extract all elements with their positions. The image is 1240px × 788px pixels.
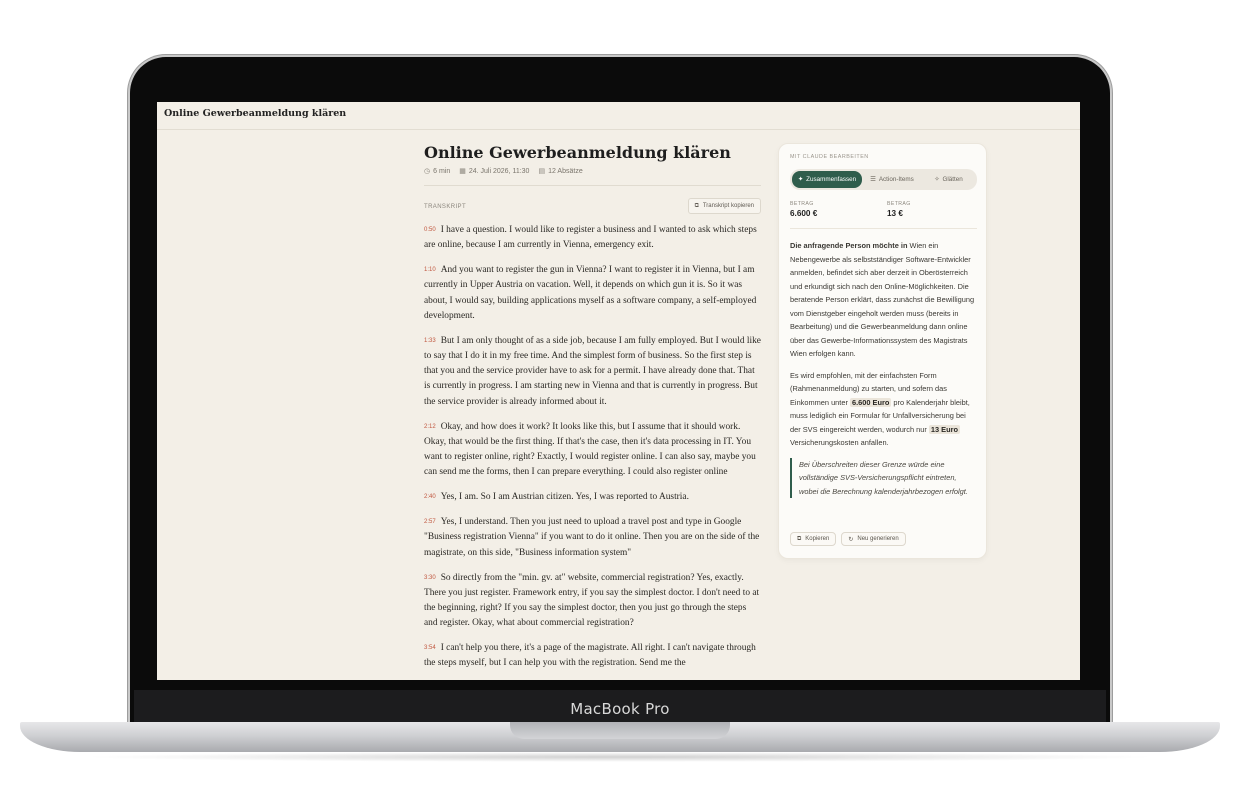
calendar-icon: ▦: [459, 168, 466, 175]
refresh-icon: ↻: [848, 536, 854, 543]
highlight-amount: 13 Euro: [930, 424, 958, 434]
timestamp[interactable]: 1:10: [424, 267, 436, 274]
meta-duration: [424, 167, 450, 175]
claude-panel: [778, 143, 987, 559]
paragraph-text: Okay, and how does it work? It looks like this, but I assume that it should work. Okay, that would be the first thing. If that's the case, then it's data processing in IT. You want to register online, right? Exactly, I would register online. I can also say, maybe you can send me the forms, then I can prepare everything. I could also register online: [424, 421, 756, 478]
transcript-column: [424, 142, 761, 680]
regenerate-button[interactable]: [841, 532, 905, 546]
laptop-shadow: [80, 752, 1160, 762]
timestamp[interactable]: 1:33: [424, 337, 436, 344]
meta-date-text: 24. Juli 2026, 11:30: [468, 167, 530, 175]
summary-paragraph: [790, 239, 977, 361]
timestamp[interactable]: 3:54: [424, 645, 436, 652]
laptop-notch: [510, 722, 730, 739]
clock-icon: ◷: [424, 168, 431, 175]
document-title: Online Gewerbeanmeldung klären: [424, 143, 731, 162]
laptop-model-label: MacBook Pro: [570, 700, 670, 718]
amount-value: 13 €: [887, 209, 903, 218]
amount-label: BETRAG: [790, 201, 814, 207]
transcript-paragraphs: [424, 223, 761, 672]
paragraph-text: Yes, I understand. Then you just need to upload a travel post and type in Google "Business registration Vienna" if you want to do it online. Then you are on the side of the magistrate, on this side, "Business information system": [424, 517, 760, 558]
regenerate-label: Neu generieren: [857, 536, 899, 542]
paragraph-text: I can't help you there, it's a page of the magistrate. All right. I can't navigate through the steps myself, but I can help you with the registration. Send me the: [424, 643, 756, 669]
summary-p1-rest: Wien ein Nebengewerbe als selbstständiger Software-Entwickler anmelden, befindet sich aber derzeit in Oberösterreich und erkundigt sich nach den Online-Möglichkeiten. Die beratende Person erklärt, dass zunächst die Bewilligung vom Dienstgeber eingeholt werden muss (bereits in Bearbeitung) und die Gewerbeanmeldung dann online über das Gewerbe-Informationssystem des Magistrats Wien erfolgen kann.: [790, 241, 975, 358]
transcript-paragraph: [424, 571, 761, 632]
summary-p2-b: pro Kalenderjahr bleibt, muss lediglich ein Formular für Unfallversicherung bei der SVS eingereicht werden, wodurch nur: [790, 397, 970, 434]
paragraph-text: Yes, I am. So I am Austrian citizen. Yes, I was reported to Austria.: [440, 492, 689, 503]
copy-icon: ⧉: [694, 202, 699, 209]
timestamp[interactable]: 2:12: [424, 423, 436, 430]
transcript-paragraph: [424, 490, 761, 505]
summary-text: [790, 239, 977, 498]
sparkle-icon: ✦: [797, 176, 804, 183]
amount-label: BETRAG: [887, 201, 911, 207]
copy-summary-button[interactable]: [790, 532, 836, 546]
tab-action-items[interactable]: [862, 171, 922, 188]
title-divider: [424, 185, 761, 186]
panel-divider: [790, 228, 977, 229]
meta-duration-text: 6 min: [433, 167, 451, 175]
highlight-amount: 6.600 Euro: [851, 397, 890, 407]
timestamp[interactable]: 3:30: [424, 574, 436, 581]
transcript-header: [424, 198, 761, 220]
copy-icon: ⧉: [797, 535, 802, 542]
transcript-paragraph: [424, 641, 761, 671]
tab-summarize-label: Zusammenfassen: [806, 176, 857, 183]
transcript-paragraph: [424, 263, 761, 324]
panel-actions: [790, 532, 906, 546]
panel-label: MIT CLAUDE BEARBEITEN: [790, 154, 869, 160]
transcript-paragraph: [424, 223, 761, 253]
amount-card: [790, 201, 817, 218]
list-icon: ☰: [870, 176, 876, 183]
copy-transcript-label: Transkript kopieren: [702, 203, 754, 209]
document-meta: [424, 167, 761, 175]
wand-icon: ✧: [934, 176, 940, 183]
paragraph-text: And you want to register the gun in Vienna? I want to register it in Vienna, but I am currently in Upper Austria on vacation. Well, it depends on which gun it is. So it was about, I would say, building applications myself as a software company, a self-employed development.: [424, 265, 757, 321]
summary-quote: Bei Überschreiten dieser Grenze würde eine vollständige SVS-Versicherungspflicht eintreten, wobei die Berechnung kalenderjahrbezogen erfolgt.: [790, 458, 977, 499]
summary-lead: Die anfragende Person möchte in: [790, 241, 908, 250]
timestamp[interactable]: 2:57: [424, 519, 436, 526]
summary-paragraph: [790, 369, 977, 450]
paragraph-text: So directly from the "min. gv. at" website, commercial registration? Yes, exactly. There you just register. Framework entry, if you say the simplest doctor. I don't need to at the beginning, right? If you say the simplest doctor, then you just go through the steps and register. Okay, what about commercial registration?: [424, 572, 760, 629]
amounts-row: [790, 201, 977, 229]
document-icon: ▤: [538, 168, 546, 175]
timestamp[interactable]: 0:50: [424, 227, 436, 233]
meta-paragraphs-text: 12 Absätze: [548, 167, 583, 175]
app-title: Online Gewerbeanmeldung klären: [164, 108, 347, 119]
timestamp[interactable]: 2:40: [424, 494, 436, 501]
tab-summarize[interactable]: [792, 171, 862, 188]
meta-date: [459, 167, 529, 175]
meta-paragraphs: [538, 167, 582, 175]
transcript-paragraph: [424, 420, 761, 481]
amount-card: [887, 201, 911, 218]
transcript-paragraph: [424, 515, 761, 561]
tab-smooth[interactable]: [922, 171, 975, 188]
copy-summary-label: Kopieren: [805, 536, 830, 542]
summary-p2-c: Versicherungskosten anfallen.: [790, 438, 889, 447]
amount-value: 6.600 €: [790, 209, 818, 218]
mode-segmented-control: [790, 169, 977, 190]
transcript-section-label: TRANSKRIPT: [424, 204, 467, 210]
paragraph-text: But I am only thought of as a side job, because I am fully employed. But I would like to say that I do it in my free time. And the simplest form of business. So the first step is that you and the service provider have to ask for a permit. I have already done that. That is currently in progress. I am starting new in Vienna and that is currently in progress. But the service provider is already informed about it.: [424, 335, 761, 407]
tab-smooth-label: Glätten: [942, 176, 963, 183]
paragraph-text: I have a question. I would like to register a business and I wanted to ask which steps are online, because I am currently in Vienna, emergency exit.: [424, 225, 757, 251]
top-bar: [157, 102, 1080, 130]
app-screen: [157, 102, 1080, 680]
summary-p2-a: Es wird empfohlen, mit der einfachsten Form (Rahmenanmeldung) zu starten, und sofern das Einkommen unter: [790, 370, 947, 407]
transcript-paragraph: [424, 334, 761, 410]
tab-action-items-label: Action-Items: [878, 176, 914, 183]
copy-transcript-button[interactable]: [688, 198, 761, 214]
